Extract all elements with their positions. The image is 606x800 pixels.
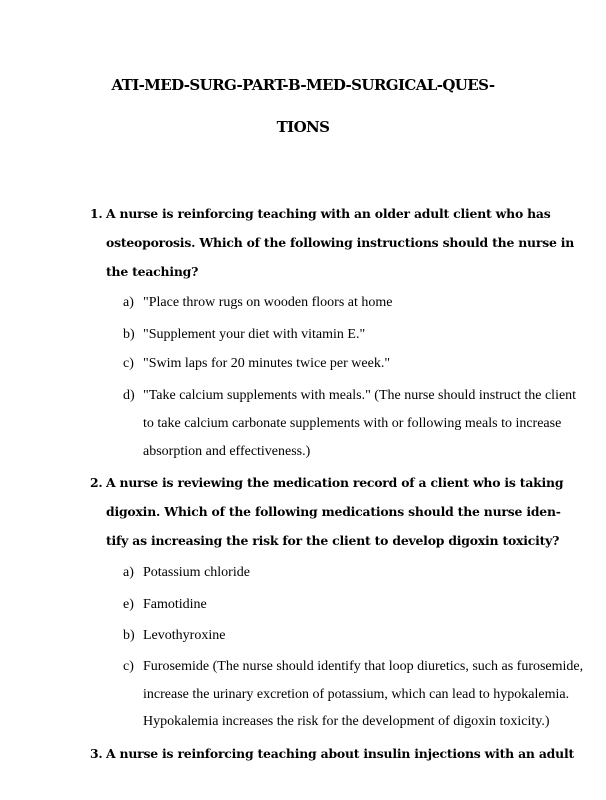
option-e	[123, 597, 207, 613]
question-line	[106, 235, 574, 250]
question-number: 2.	[90, 475, 103, 490]
question-line	[90, 746, 574, 761]
option-c-continued	[143, 714, 550, 730]
option-label: b)	[123, 327, 135, 342]
question-text: osteoporosis. Which of the following instructions should the nurse in	[106, 235, 575, 250]
document-title-line-2: TIONS	[276, 118, 330, 136]
option-d-continued	[143, 416, 561, 432]
question-text: digoxin. Which of the following medications should the nurse iden-	[106, 504, 561, 519]
question-number: 3.	[90, 746, 103, 761]
option-text: Potassium chloride	[143, 565, 250, 580]
option-text: "Place throw rugs on wooden floors at home	[143, 295, 393, 310]
option-c	[123, 659, 584, 675]
question-text: A nurse is reinforcing teaching with an older adult client who has	[106, 206, 551, 221]
option-b	[123, 628, 226, 644]
option-text: Levothyroxine	[143, 628, 226, 643]
option-c-continued	[143, 687, 569, 703]
option-d-continued	[143, 444, 310, 460]
option-d	[123, 388, 577, 404]
question-line	[106, 264, 198, 279]
question-line	[90, 206, 551, 221]
option-text: Famotidine	[143, 597, 207, 612]
option-text: increase the urinary excretion of potassium, which can lead to hypokalemia.	[143, 687, 570, 702]
question-text: A nurse is reinforcing teaching about insulin injections with an adult	[106, 746, 574, 761]
option-label: c)	[123, 356, 134, 371]
question-line	[106, 533, 559, 548]
question-number: 1.	[90, 206, 103, 221]
option-label: c)	[123, 659, 134, 674]
option-label: d)	[123, 388, 135, 403]
option-text: to take calcium carbonate supplements with or following meals to increase	[143, 416, 562, 431]
option-c	[123, 356, 391, 372]
option-a	[123, 565, 250, 581]
option-text: "Supplement your diet with vitamin E."	[143, 327, 366, 342]
question-text: the teaching?	[106, 264, 199, 279]
option-b	[123, 327, 366, 343]
question-text: A nurse is reviewing the medication record of a client who is taking	[106, 475, 564, 490]
question-line	[106, 504, 561, 519]
option-label: b)	[123, 628, 135, 643]
option-label: a)	[123, 565, 134, 580]
option-label: e)	[123, 597, 134, 612]
option-text: "Swim laps for 20 minutes twice per week."	[143, 356, 391, 371]
option-text: Hypokalemia increases the risk for the development of digoxin toxicity.)	[143, 714, 550, 729]
option-a	[123, 295, 393, 311]
document-title-line-1: ATI-MED-SURG-PART-B-MED-SURGICAL-QUES-	[111, 76, 495, 94]
question-text: tify as increasing the risk for the client to develop digoxin toxicity?	[106, 533, 560, 548]
option-text: absorption and effectiveness.)	[143, 444, 311, 459]
option-label: a)	[123, 295, 134, 310]
option-text: Furosemide (The nurse should identify that loop diuretics, such as furosemide,	[143, 659, 584, 674]
option-text: "Take calcium supplements with meals." (The nurse should instruct the client	[143, 388, 577, 403]
question-line	[90, 475, 564, 490]
